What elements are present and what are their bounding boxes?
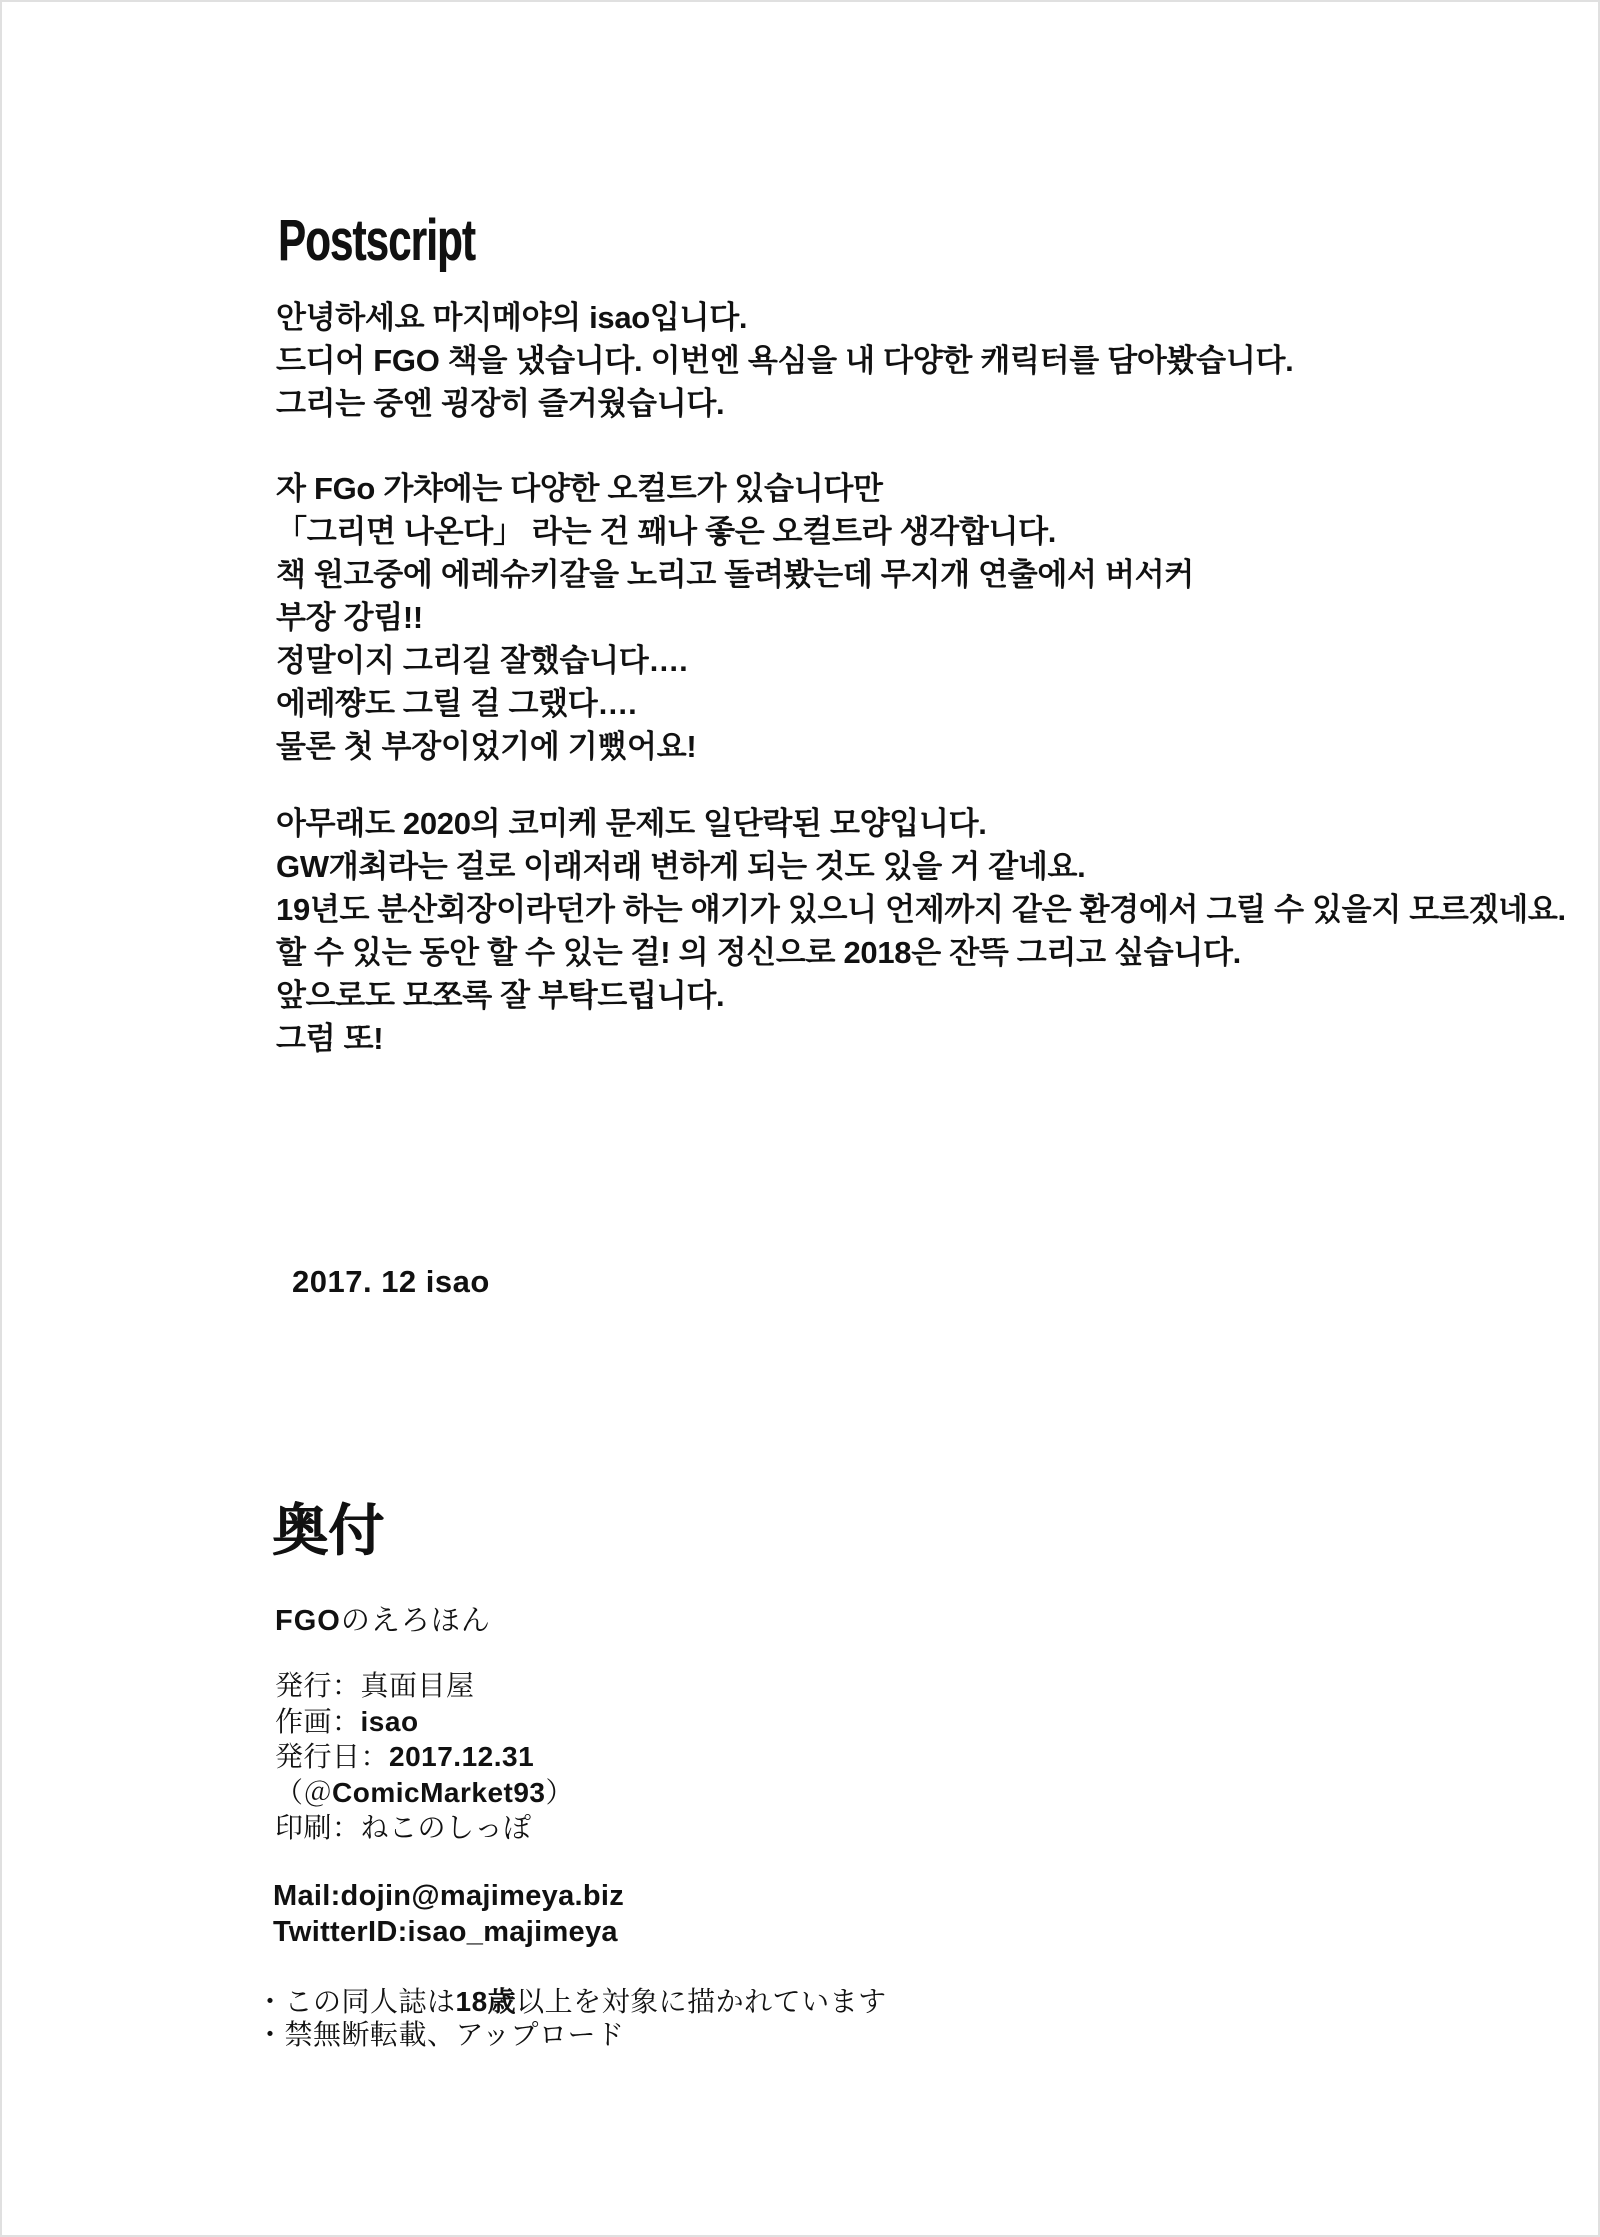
event-line <box>275 1775 574 1811</box>
age-note-age: 18歳 <box>455 1986 517 2017</box>
paragraph-line: 아무래도 2020의 코미케 문제도 일단락된 모양입니다. <box>276 806 987 841</box>
publisher-line <box>275 1668 574 1704</box>
paragraph-line: 책 원고중에 에레슈키갈을 노리고 돌려봤는데 무지개 연출에서 버서커 <box>276 557 1194 592</box>
book-title-rest: のえろほん <box>340 1605 491 1637</box>
publish-date-value: 2017.12.31 <box>389 1741 535 1772</box>
printer-label: 印刷： <box>275 1812 361 1843</box>
paragraph-line: 「그리면 나온다」 라는 건 꽤나 좋은 오컬트라 생각합니다. <box>276 514 1057 549</box>
age-restriction-note <box>256 1985 887 2018</box>
paragraph-line: 그리는 중엔 굉장히 즐거웠습니다. <box>276 386 725 421</box>
paragraph-line: 에레쨩도 그릴 걸 그랬다…. <box>276 686 637 721</box>
postscript-paragraph-1 <box>276 296 1293 425</box>
publication-info <box>275 1668 574 1846</box>
paragraph-line: 19년도 분산회장이라던가 하는 얘기가 있으니 언제까지 같은 환경에서 그릴 수 있을지 모르겠네요. <box>276 892 1566 927</box>
paragraph-line: 그럼 또! <box>276 1021 384 1056</box>
book-title-acronym: FGO <box>275 1605 341 1637</box>
age-note-post: 以上を対象に描かれています <box>516 1986 887 2017</box>
twitter-line: TwitterID:isao_majimeya <box>273 1916 618 1948</box>
no-reupload-note: ・禁無断転載、アップロード <box>256 2019 625 2050</box>
contact-info <box>273 1878 624 1950</box>
postscript-paragraph-2 <box>276 467 1194 768</box>
paragraph-line: GW개최라는 걸로 이래저래 변하게 되는 것도 있을 거 같네요. <box>276 849 1086 884</box>
publisher-label: 発行： <box>275 1670 361 1701</box>
printer-line <box>275 1810 574 1846</box>
paragraph-line: 물론 첫 부장이었기에 기뻤어요! <box>276 729 697 764</box>
paragraph-line: 앞으로도 모쪼록 잘 부탁드립니다. <box>276 978 725 1013</box>
publish-date-line <box>275 1739 574 1775</box>
event-paren-open: （＠ <box>275 1776 333 1808</box>
paragraph-line: 할 수 있는 동안 할 수 있는 걸! 의 정신으로 2018은 잔뜩 그리고 싶습니다. <box>276 935 1241 970</box>
paragraph-line: 정말이지 그리길 잘했습니다…. <box>276 643 688 678</box>
paragraph-line: 자 FGo 가챠에는 다양한 오컬트가 있습니다만 <box>276 471 883 506</box>
book-title <box>275 1598 491 1639</box>
colophon-heading: 奥付 <box>272 1499 384 1562</box>
artist-label: 作画： <box>275 1705 361 1737</box>
author-date-signature: 2017. 12 isao <box>292 1264 490 1299</box>
disclaimer-notes <box>256 1985 887 2051</box>
event-name: ComicMarket93 <box>332 1776 546 1808</box>
publisher-value: 真面目屋 <box>360 1670 475 1701</box>
paragraph-line: 드디어 FGO 책을 냈습니다. 이번엔 욕심을 내 다양한 캐릭터를 담아봤습니다. <box>276 343 1294 378</box>
printer-value: ねこのしっぽ <box>360 1812 532 1843</box>
page-title-text: Postscript <box>278 208 476 273</box>
page-title <box>278 208 552 273</box>
artist-value: isao <box>360 1705 419 1737</box>
artist-line <box>275 1704 574 1740</box>
publish-date-label: 発行日： <box>275 1741 390 1772</box>
paragraph-line: 부장 강림!! <box>276 600 423 635</box>
postscript-paragraph-3 <box>276 802 1566 1060</box>
event-paren-close: ） <box>545 1776 575 1808</box>
paragraph-line: 안녕하세요 마지메야의 isao입니다. <box>276 300 748 335</box>
mail-line: Mail:dojin@majimeya.biz <box>273 1880 625 1912</box>
age-note-pre: ・この同人誌は <box>256 1986 456 2017</box>
